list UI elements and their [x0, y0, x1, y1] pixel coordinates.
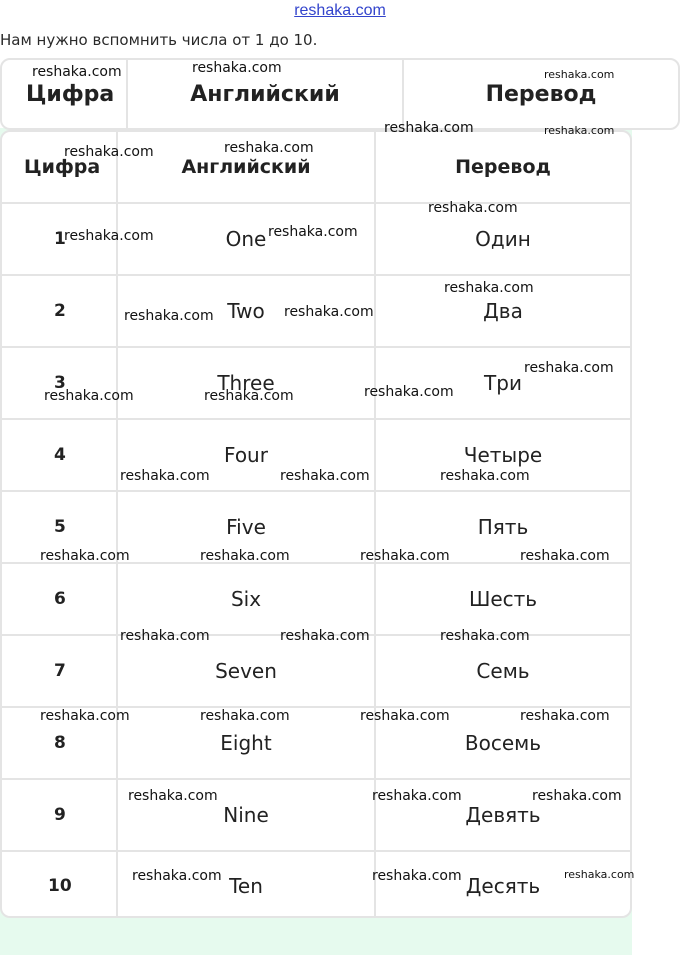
header-translation-cell: Перевод — [485, 81, 597, 107]
watermark: reshaka.com — [200, 548, 290, 564]
digit-cell: 7 — [2, 636, 118, 706]
english-cell: Ten — [118, 852, 376, 918]
watermark: reshaka.com — [40, 548, 130, 564]
column-header-english: Английский — [118, 132, 376, 202]
watermark: reshaka.com — [360, 548, 450, 564]
english-cell: Three — [118, 348, 376, 418]
watermark: reshaka.com — [40, 708, 130, 724]
watermark: reshaka.com — [132, 868, 222, 884]
english-cell: Four — [118, 420, 376, 490]
watermark: reshaka.com — [64, 144, 154, 160]
watermark: reshaka.com — [44, 388, 134, 404]
watermark: reshaka.com — [520, 548, 610, 564]
watermark: reshaka.com — [372, 868, 462, 884]
translation-cell: Три — [484, 371, 522, 395]
watermark: reshaka.com — [364, 384, 454, 400]
watermark: reshaka.com — [284, 304, 374, 320]
watermark: reshaka.com — [544, 68, 615, 81]
english-cell: One — [118, 204, 376, 274]
translation-cell: Семь — [476, 659, 530, 683]
watermark: reshaka.com — [564, 868, 635, 881]
translation-cell: Пять — [477, 515, 529, 539]
watermark: reshaka.com — [444, 280, 534, 296]
watermark: reshaka.com — [440, 468, 530, 484]
header-digit-cell: Цифра — [2, 60, 128, 128]
watermark: reshaka.com — [124, 308, 214, 324]
translation-cell: Шесть — [468, 587, 538, 611]
table-row — [2, 564, 630, 636]
watermark: reshaka.com — [224, 140, 314, 156]
digit-cell: 9 — [2, 780, 118, 850]
watermark: reshaka.com — [204, 388, 294, 404]
digit-cell: 4 — [2, 420, 118, 490]
watermark: reshaka.com — [428, 200, 518, 216]
english-cell: Six — [118, 564, 376, 634]
translation-cell: Четыре — [463, 443, 543, 467]
site-link[interactable]: reshaka.com — [294, 2, 386, 19]
watermark: reshaka.com — [372, 788, 462, 804]
translation-cell: Один — [475, 227, 531, 251]
translation-cell: Девять — [465, 803, 541, 827]
english-cell: Eight — [118, 708, 376, 778]
digit-cell: 8 — [2, 708, 118, 778]
watermark: reshaka.com — [128, 788, 218, 804]
watermark: reshaka.com — [520, 708, 610, 724]
translation-cell: Два — [483, 299, 523, 323]
header-english-cell: Английский — [128, 60, 404, 128]
watermark: reshaka.com — [544, 124, 615, 137]
watermark: reshaka.com — [532, 788, 622, 804]
watermark: reshaka.com — [440, 628, 530, 644]
watermark: reshaka.com — [120, 468, 210, 484]
table-row — [2, 348, 630, 420]
watermark: reshaka.com — [360, 708, 450, 724]
watermark: reshaka.com — [64, 228, 154, 244]
table-header-row — [2, 132, 630, 204]
english-cell: Seven — [118, 636, 376, 706]
watermark: reshaka.com — [280, 628, 370, 644]
english-cell: Nine — [118, 780, 376, 850]
watermark: reshaka.com — [120, 628, 210, 644]
watermark: reshaka.com — [524, 360, 614, 376]
translation-cell: Десять — [465, 874, 541, 898]
digit-cell: 6 — [2, 564, 118, 634]
watermark: reshaka.com — [384, 120, 474, 136]
table-row — [2, 852, 630, 918]
watermark: reshaka.com — [268, 224, 358, 240]
digit-cell: 2 — [2, 276, 118, 346]
english-cell: Two — [118, 276, 376, 346]
watermark: reshaka.com — [280, 468, 370, 484]
digit-cell: 5 — [2, 492, 118, 562]
watermark: reshaka.com — [192, 60, 282, 76]
watermark: reshaka.com — [32, 64, 122, 80]
column-header-digit: Цифра — [2, 132, 118, 202]
translation-cell: Восемь — [464, 731, 542, 755]
english-cell: Five — [118, 492, 376, 562]
watermark: reshaka.com — [200, 708, 290, 724]
digit-cell: 1 — [2, 204, 118, 274]
intro-text: Нам нужно вспомнить числа от 1 до 10. — [0, 31, 318, 49]
digit-cell: 3 — [2, 348, 118, 418]
digit-cell: 10 — [2, 852, 118, 918]
table-row — [2, 636, 630, 708]
column-header-translation: Перевод — [455, 156, 551, 178]
